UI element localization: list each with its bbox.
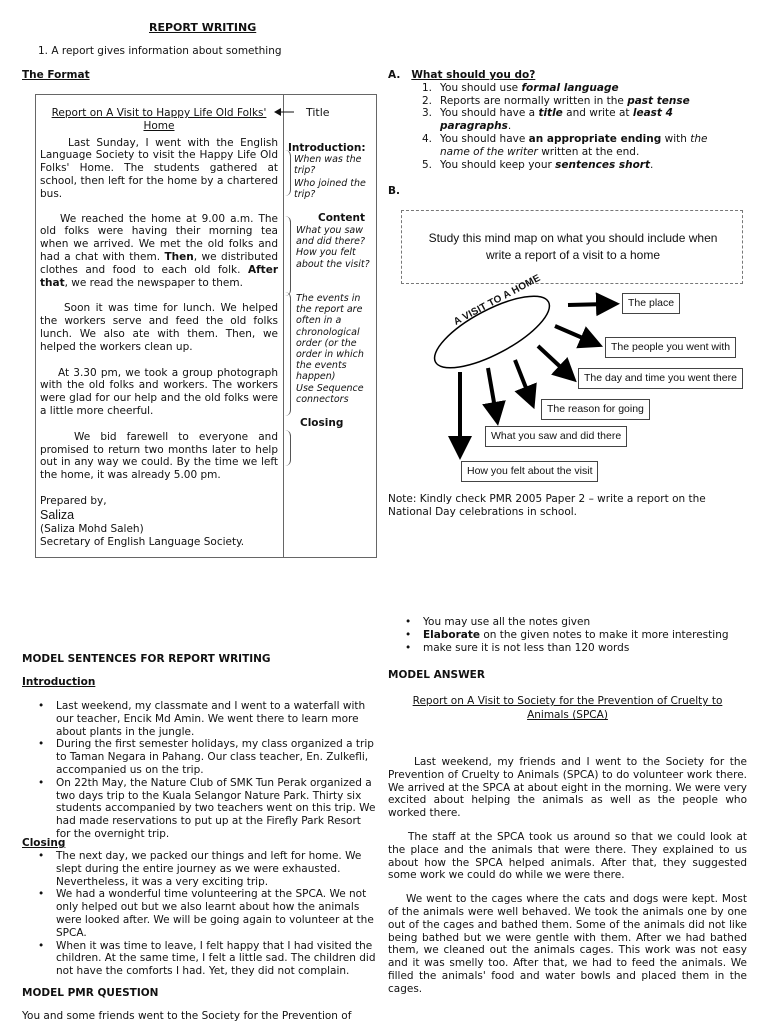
model-answer-title-line2: Animals (SPCA) [527,709,608,721]
intro-question-1: When was the trip? [294,154,362,177]
section-a-heading: What should you do? [411,69,536,81]
intro-question-2: Who joined the trip? [294,178,366,201]
format-heading: The Format [22,69,90,81]
list-item: • During the first semester holidays, my class organized a trip to Taman Negara in Pahang. Our class teacher, En. Zulkefli, accompanied us on the trip. [38,738,374,776]
sample-para-5: We bid farewell to everyone and promised to return two months later to help out in any way we could. By the time we left the home, it was already 5.00 pm. [40,430,278,482]
sample-para-1: Last Sunday, I went with the English Language Society to visit the Happy Life Old Folks' Home. The students gathered at school, then left for the home by a chartered bus. [40,136,278,200]
content-label: Content [318,212,366,224]
frame-left-border [35,94,36,558]
content-note-2: The events in the report are often in a chronological order (or the order in which the events happen) [296,293,364,383]
section-b-marker: B. [388,185,400,197]
prepared-by: Prepared by, [40,494,107,507]
closing-sentences [38,850,378,978]
sample-para-2: We reached the home at 9.00 a.m. The old folks were having their morning tea when we arrived. We met the old folks and had a chat with them. Then, we distributed clothes and food to each old folk. After that, we read the newspaper to them. [40,212,278,289]
pmr-note: Note: Kindly check PMR 2005 Paper 2 – write a report on the National Day celebrations in school. [388,493,706,518]
closing-brace [284,430,291,466]
model-sentences-heading: MODEL SENTENCES FOR REPORT WRITING [22,653,271,665]
list-item: 4. You should have an appropriate ending with the name of the writer written at the end. [422,132,708,158]
list-item: • We had a wonderful time volunteering at the SPCA. We not only helped out but we also learnt about how the animals were looked after. We will be going again to volunteer at the SPCA. [38,888,374,939]
model-answer-title-line1: Report on A Visit to Society for the Prevention of Cruelty to [412,695,723,707]
model-answer-para-3: We went to the cages where the cats and dogs were kept. Most of the animals were well behaved. We took the animals one by one out of the cages and bathed them. Some of the animals did not like being bathed but we were gentle with them. After we had bathed them, we cleaned out the animals cages. This work was not easy and it was smelly too. After that, we had to feed the animals. We filled the animals' food and water bowls and placed them in the cages. [388,893,747,995]
list-item: 2. Reports are normally written in the past tense [422,94,690,107]
title-label: Title [306,106,330,119]
content-note-3: Use Sequence connectors [296,383,364,406]
sample-title-line2: Home [143,119,175,132]
list-item: • Last weekend, my classmate and I went to a waterfall with our teacher, Encik Md Amin. We went there to learn more about plants in the jungle. [38,700,366,738]
model-answer-para-1: Last weekend, my friends and I went to the Society for the Prevention of Cruelty to Animals (SPCA) to do volunteer work there. We arrived at the SPCA at about eight in the morning. We were very excited about helping the animals as well as the people who worked there. [388,756,747,820]
arrow-to-reason [515,360,530,398]
closing-heading: Closing [22,837,66,849]
list-item: • When it was time to leave, I felt happy that I had visited the children. At the same time, I felt a little sad. The children did not have the comforts I had. Yet, they did not complain. [38,939,376,978]
sample-para-4: At 3.30 pm, we took a group photograph with the old folks and workers. The workers were glad for our help and the old folks were a little more cheerful. [40,366,278,417]
notes-bullets [405,616,755,654]
page-title: REPORT WRITING [149,21,257,34]
mindmap-center-label: A VISIT TO A HOME [452,272,543,328]
intro-sentences [38,700,378,841]
mindmap-box-reason: The reason for going [541,399,650,420]
content-brace-1 [284,216,291,296]
arrow-to-day [538,346,568,374]
list-item: 5. You should keep your sentences short. [422,158,654,171]
guidelines-list [422,82,758,172]
signature: Saliza [40,507,75,522]
introduction-heading: Introduction [22,676,96,688]
arrow-left-icon [274,106,296,118]
arrow-to-people [555,326,592,342]
list-item: • make sure it is not less than 120 words [405,641,630,654]
mindmap-box-saw-did: What you saw and did there [485,426,627,447]
content-brace-2 [284,292,291,416]
frame-bottom-border [35,557,377,558]
model-answer-heading: MODEL ANSWER [388,669,485,681]
closing-label: Closing [300,417,344,429]
writer-position: Secretary of English Language Society. [40,535,245,548]
arrow-to-place [568,304,608,305]
introduction-label: Introduction: [288,142,366,154]
mindmap-instruction: Study this mind map on what you should include when write a report of a visit to a home [428,231,718,263]
list-item: 1. You should use formal language [422,81,619,94]
sample-para-3: Soon it was time for lunch. We helped the workers serve and feed the old folks lunch. We also ate with them. Then, we helped the workers clean up. [40,302,278,353]
mindmap-box-felt: How you felt about the visit [461,461,598,482]
frame-top-border [35,94,377,95]
list-item: • You may use all the notes given [405,616,591,628]
mindmap-box-day-time: The day and time you went there [578,368,743,389]
sample-report [40,107,278,549]
section-a [388,69,758,171]
list-item: • On 22th May, the Nature Club of SMK Tun Perak organized a two days trip to the Kuala Selangor Nature Park. Thirty six students accompanied by two teachers went on this trip. We had made reservations to put up at the Firefly Park Resort for the overnight trip. [38,776,376,840]
model-answer-para-2: The staff at the SPCA took us around so that we could look at the place and the animals that were there. They explained to us about how the SPCA helped animals. After that, they suggested some work we could do while we were there. [388,830,747,882]
mindmap-box-place: The place [622,293,680,314]
model-answer-body [388,756,747,996]
arrow-to-saw [488,368,496,414]
intro-brace [284,150,291,196]
writer-name: (Saliza Mohd Saleh) [40,522,144,535]
frame-right-border [376,94,377,558]
sample-title-line1: Report on A Visit to Happy Life Old Folks' [51,107,267,119]
pmr-question-text: You and some friends went to the Society for the Prevention of [22,1010,352,1022]
list-item: • The next day, we packed our things and left for home. We slept during the entire journey as we were exhausted. Nevertheless, it was a very exciting trip. [38,850,362,888]
intro-point: 1. A report gives information about something [38,45,282,57]
content-note-1: What you saw and did there? How you felt about the visit? [296,225,370,270]
pmr-question-heading: MODEL PMR QUESTION [22,987,159,999]
list-item: • Elaborate on the given notes to make it more interesting [405,628,729,641]
mindmap-box-people: The people you went with [605,337,736,358]
list-item: 3. You should have a title and write at least 4 paragraphs. [422,107,673,133]
section-a-marker: A. [388,69,401,81]
